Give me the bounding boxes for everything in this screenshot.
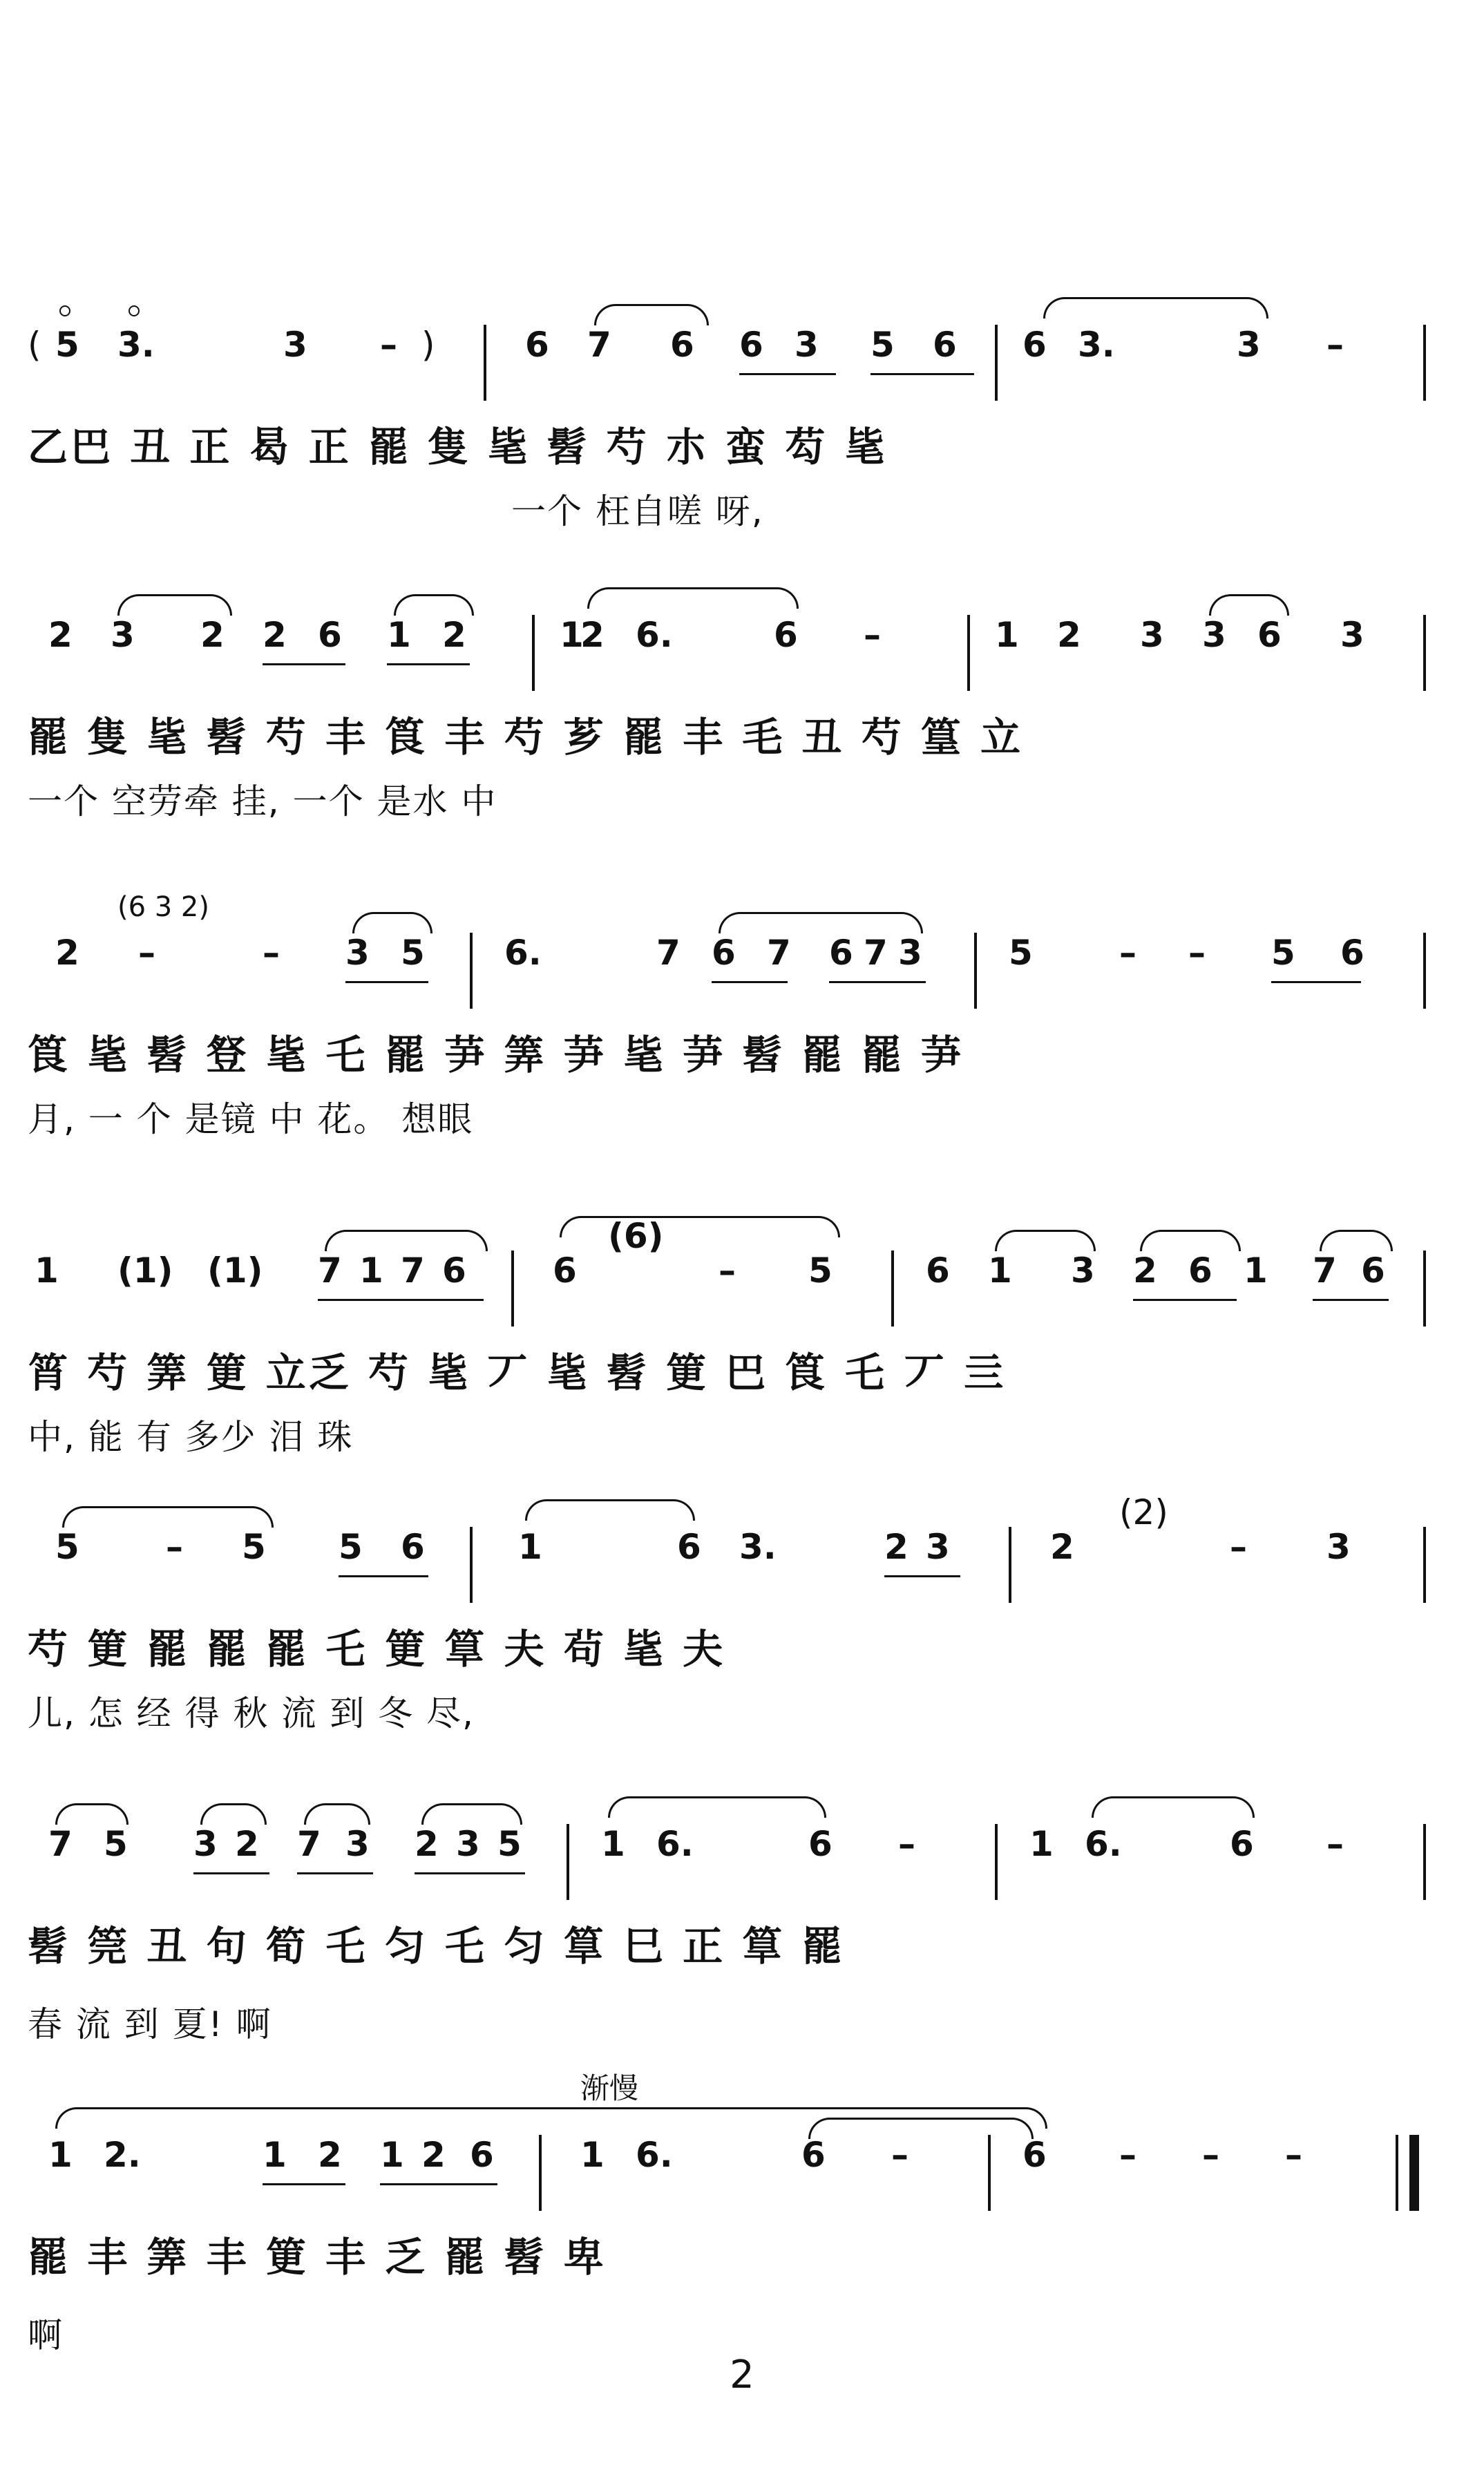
note: 2 (1057, 615, 1081, 655)
note: 2 (884, 1527, 909, 1567)
notes-row (28, 325, 1458, 387)
notes-row (28, 891, 1458, 995)
note: – (1326, 325, 1344, 365)
final-barline (1409, 2135, 1419, 2211)
gongche-row: 乙巴 丑 正 曷 正 罷 隻 毞 髫 芍 朩 蛮 芶 毞 (28, 424, 888, 470)
note: 3 (345, 933, 370, 973)
note: 6 (801, 2135, 826, 2175)
note: 1 (995, 615, 1019, 655)
note: 3 (1326, 1527, 1351, 1567)
note: 1 (601, 1824, 625, 1864)
note: 7 (48, 1824, 73, 1864)
note: (2) (1119, 1492, 1168, 1532)
note: 1 (988, 1251, 1012, 1291)
note: 2 (442, 615, 466, 655)
note: 6 (808, 1824, 833, 1864)
barline (1009, 1527, 1011, 1603)
lyric-row: 一个 空劳牵 挂, 一个 是水 中 (28, 781, 497, 821)
barline (1423, 615, 1426, 691)
lyric-row: 啊 (28, 2315, 64, 2355)
note: 7 (864, 933, 888, 973)
note: 3 (898, 933, 922, 973)
barline (1423, 1251, 1426, 1327)
note: 6. (656, 1824, 694, 1864)
barline (470, 933, 473, 1009)
note: 7 (767, 933, 791, 973)
note: – (1202, 2135, 1219, 2175)
note: 6. (636, 615, 673, 655)
note: 7 (401, 1251, 425, 1291)
barline (567, 1824, 569, 1900)
note: 6. (504, 933, 542, 973)
gongche-row: 罷 隻 毞 髫 芍 丰 筤 丰 芍 芗 罷 丰 毛 丑 芍 篁 立 (28, 714, 1024, 761)
note: 2 (263, 615, 287, 655)
note: – (138, 933, 155, 973)
notes-row (28, 1216, 1458, 1313)
note: 1 (518, 1527, 542, 1567)
barline (511, 1251, 514, 1327)
note: 2 (48, 615, 73, 655)
note: 6 (926, 1251, 950, 1291)
note: 2. (104, 2135, 141, 2175)
note: 2 (200, 615, 225, 655)
note: 6 (1361, 1251, 1385, 1291)
note: 5 (55, 1527, 79, 1567)
barline (891, 1251, 894, 1327)
lyric-row: 中, 能 有 多少 泪 珠 (28, 1417, 354, 1457)
note: – (166, 1527, 183, 1567)
note: 6 (677, 1527, 701, 1567)
note: 2 (580, 615, 605, 655)
note: 7 (297, 1824, 321, 1864)
note: 7 (656, 933, 681, 973)
barline (974, 933, 977, 1009)
note: – (263, 933, 280, 973)
note: 5 (339, 1527, 363, 1567)
note: – (1326, 1824, 1344, 1864)
gongche-row: 筲 芍 筭 筻 立乏 芍 毞 丆 毞 髫 筻 巴 筤 乇 丆 亖 (28, 1349, 1007, 1396)
note: – (1285, 2135, 1302, 2175)
barline (988, 2135, 991, 2211)
tempo-marking: 渐慢 (580, 2071, 639, 2105)
barline (539, 2135, 542, 2211)
note: – (719, 1251, 736, 1291)
note: 7 (1313, 1251, 1337, 1291)
lyric-row: 春 流 到 夏! 啊 (28, 2004, 272, 2044)
barline (1423, 325, 1426, 401)
note: 6 (318, 615, 342, 655)
note: 3 (926, 1527, 950, 1567)
note: 7 (318, 1251, 342, 1291)
note: (1) (117, 1251, 173, 1291)
note: 1 (263, 2135, 287, 2175)
lyric-row: 一个 枉自嗟 呀, (511, 491, 764, 531)
gongche-row: 芍 筻 罷 罷 罷 乇 筻 筸 夫 茍 毞 夫 (28, 1626, 726, 1673)
note: – (891, 2135, 909, 2175)
note: 1 (560, 615, 584, 655)
note: 6 (1022, 325, 1047, 365)
note: (1) (207, 1251, 263, 1291)
note: 6 (670, 325, 694, 365)
note: 5 (871, 325, 895, 365)
note: 3. (117, 325, 155, 365)
note: 2 (1050, 1527, 1074, 1567)
barline (995, 325, 998, 401)
note: 1 (35, 1251, 59, 1291)
gongche-row: 罷 丰 筭 丰 筻 丰 乏 罷 髫 卑 (28, 2234, 607, 2281)
barline (532, 615, 535, 691)
note: 3 (345, 1824, 370, 1864)
grace-annotation: (6 3 2) (117, 891, 209, 923)
barline (1423, 933, 1426, 1009)
note: 2 (1133, 1251, 1157, 1291)
note: ) (421, 325, 435, 365)
barline (1423, 1527, 1426, 1603)
note: 2 (55, 933, 79, 973)
page-number: 2 (730, 2352, 754, 2397)
note: 3 (1237, 325, 1261, 365)
note: 5 (401, 933, 425, 973)
note: (6) (608, 1216, 664, 1256)
barline (995, 1824, 998, 1900)
notes-row (28, 2135, 1458, 2197)
note: 2 (415, 1824, 439, 1864)
note: 3 (1071, 1251, 1095, 1291)
note: 5 (242, 1527, 266, 1567)
note: 6 (1022, 2135, 1047, 2175)
notes-row (28, 1824, 1458, 1886)
note: 1 (387, 615, 411, 655)
note: 3 (111, 615, 135, 655)
note: 3 (193, 1824, 218, 1864)
note: 1 (1244, 1251, 1268, 1291)
note: 6 (1257, 615, 1282, 655)
note: 2 (421, 2135, 446, 2175)
note: 5 (104, 1824, 128, 1864)
note: 3. (739, 1527, 777, 1567)
notes-row (28, 615, 1458, 677)
note: 1 (1029, 1824, 1054, 1864)
note: 5 (55, 325, 79, 365)
note: 5 (1271, 933, 1295, 973)
note: 3 (795, 325, 819, 365)
note: 6 (1188, 1251, 1212, 1291)
note: – (898, 1824, 915, 1864)
note: 3 (1140, 615, 1164, 655)
note: 3 (1340, 615, 1364, 655)
note: 3. (1078, 325, 1115, 365)
barline (967, 615, 970, 691)
note: 6 (933, 325, 957, 365)
note: 6. (1085, 1824, 1122, 1864)
note: 1 (580, 2135, 605, 2175)
barline (1423, 1824, 1426, 1900)
note: 6 (442, 1251, 466, 1291)
note: 1 (380, 2135, 404, 2175)
note: – (380, 325, 397, 365)
lyric-row: 月, 一 个 是镜 中 花。 想眼 (28, 1099, 474, 1139)
barline (484, 325, 486, 401)
note: 2 (235, 1824, 259, 1864)
note: 5 (808, 1251, 833, 1291)
note: 7 (587, 325, 611, 365)
note: 6 (739, 325, 763, 365)
note: 5 (497, 1824, 522, 1864)
note: 6 (1230, 1824, 1254, 1864)
note: 2 (318, 2135, 342, 2175)
note: 6 (525, 325, 549, 365)
note: 6. (636, 2135, 673, 2175)
note: 6 (553, 1251, 577, 1291)
note: ( (28, 325, 41, 365)
barline (470, 1527, 473, 1603)
note: 6 (1340, 933, 1364, 973)
note: – (1230, 1527, 1247, 1567)
note: – (864, 615, 881, 655)
note: 1 (359, 1251, 383, 1291)
note: 6 (470, 2135, 494, 2175)
note: 3 (456, 1824, 480, 1864)
note: 3 (1202, 615, 1226, 655)
note: – (1119, 933, 1136, 973)
gongche-row: 髫 筦 丑 句 筍 乇 匀 乇 匀 筸 巳 正 筸 罷 (28, 1923, 845, 1970)
note: 6 (829, 933, 853, 973)
notes-row (28, 1492, 1458, 1589)
note: 6 (774, 615, 798, 655)
note: 6 (712, 933, 736, 973)
note: 3 (283, 325, 307, 365)
note: – (1119, 2135, 1136, 2175)
note: 5 (1009, 933, 1033, 973)
note: 1 (48, 2135, 73, 2175)
lyric-row: 儿, 怎 经 得 秋 流 到 冬 尽, (28, 1693, 475, 1733)
note: 6 (401, 1527, 425, 1567)
gongche-row: 筤 毞 髫 豋 毞 乇 罷 芛 筭 芛 毞 芛 髫 罷 罷 芛 (28, 1032, 964, 1078)
note: – (1188, 933, 1206, 973)
